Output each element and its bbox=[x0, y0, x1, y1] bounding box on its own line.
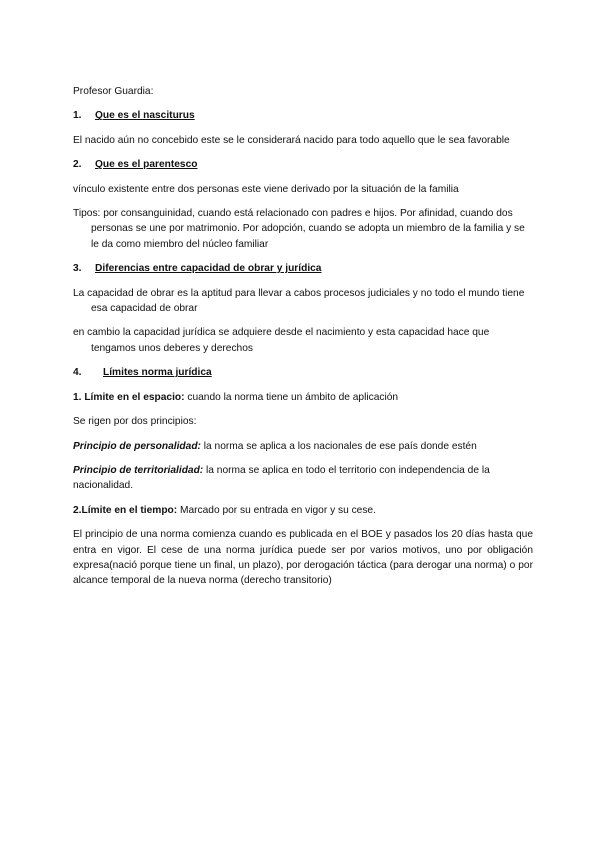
section-1-number: 1. bbox=[73, 110, 82, 122]
section-2-body: vínculo existente entre dos personas este viene derivado por la situación de la familia bbox=[73, 183, 459, 195]
section-2-title: Que es el parentesco bbox=[95, 159, 198, 171]
section-2-types: Tipos: por consanguinidad, cuando está relacionado con padres e hijos. Por afinidad, cuando dos personas se une por matrimonio. Por adopción, cuando se adopta un miembro de la familia y se le da como miembro del núcleo familiar bbox=[73, 208, 525, 250]
limit-time-text: Marcado por su entrada en vigor y su cese. bbox=[177, 504, 376, 516]
section-3-body-2: en cambio la capacidad jurídica se adquiere desde el nacimiento y esta capacidad hace que tengamos unos deberes y derechos bbox=[73, 327, 490, 354]
section-4-heading bbox=[73, 365, 533, 380]
limit-space-text: cuando la norma tiene un ámbito de aplicación bbox=[184, 391, 399, 403]
principle-territoriality-text: la norma se aplica en todo el territorio con independencia de la nacionalidad. bbox=[73, 464, 490, 492]
limit-space-label: 1. Límite en el espacio: bbox=[73, 391, 185, 403]
section-4-title: Límites norma jurídica bbox=[103, 367, 212, 379]
document-page bbox=[73, 84, 533, 598]
principle-territoriality-paragraph bbox=[73, 463, 533, 494]
section-3-number: 3. bbox=[73, 263, 82, 275]
section-3-title: Diferencias entre capacidad de obrar y jurídica bbox=[95, 263, 322, 275]
intro-line: Profesor Guardia: bbox=[73, 86, 154, 97]
section-1-heading bbox=[73, 108, 533, 123]
section-3-heading bbox=[73, 261, 533, 276]
section-1-title: Que es el nasciturus bbox=[95, 110, 195, 122]
limit-time-label: 2.Límite en el tiempo: bbox=[73, 504, 178, 516]
section-1-body: El nacido aún no concebido este se le considerará nacido para todo aquello que le sea favorable bbox=[73, 134, 510, 146]
section-2-heading bbox=[73, 157, 533, 172]
limit-time-paragraph bbox=[73, 503, 533, 518]
principle-territoriality-label: Principio de territorialidad: bbox=[73, 464, 204, 476]
limit-space-paragraph bbox=[73, 390, 533, 405]
principle-personality-paragraph bbox=[73, 439, 533, 454]
principle-personality-text: la norma se aplica a los nacionales de ese país donde estén bbox=[200, 440, 477, 452]
section-2-number: 2. bbox=[73, 159, 82, 171]
principles-intro: Se rigen por dos principios: bbox=[73, 416, 197, 428]
section-3-body: La capacidad de obrar es la aptitud para llevar a cabos procesos judiciales y no todo el mundo tiene esa capacidad de obrar bbox=[73, 287, 525, 315]
closing-paragraph: El principio de una norma comienza cuando es publicada en el BOE y pasados los 20 días hasta que entra en vigor. El cese de una norma jurídica puede ser por varios motivos, uno por obligación expresa(nació porque tiene un final, un plazo), por derogación táctica (para derogar una norma) o por alcance temporal de la nueva norma (derecho transitorio) bbox=[73, 529, 533, 587]
principle-personality-label: Principio de personalidad: bbox=[73, 440, 201, 452]
section-4-number: 4. bbox=[73, 367, 82, 379]
